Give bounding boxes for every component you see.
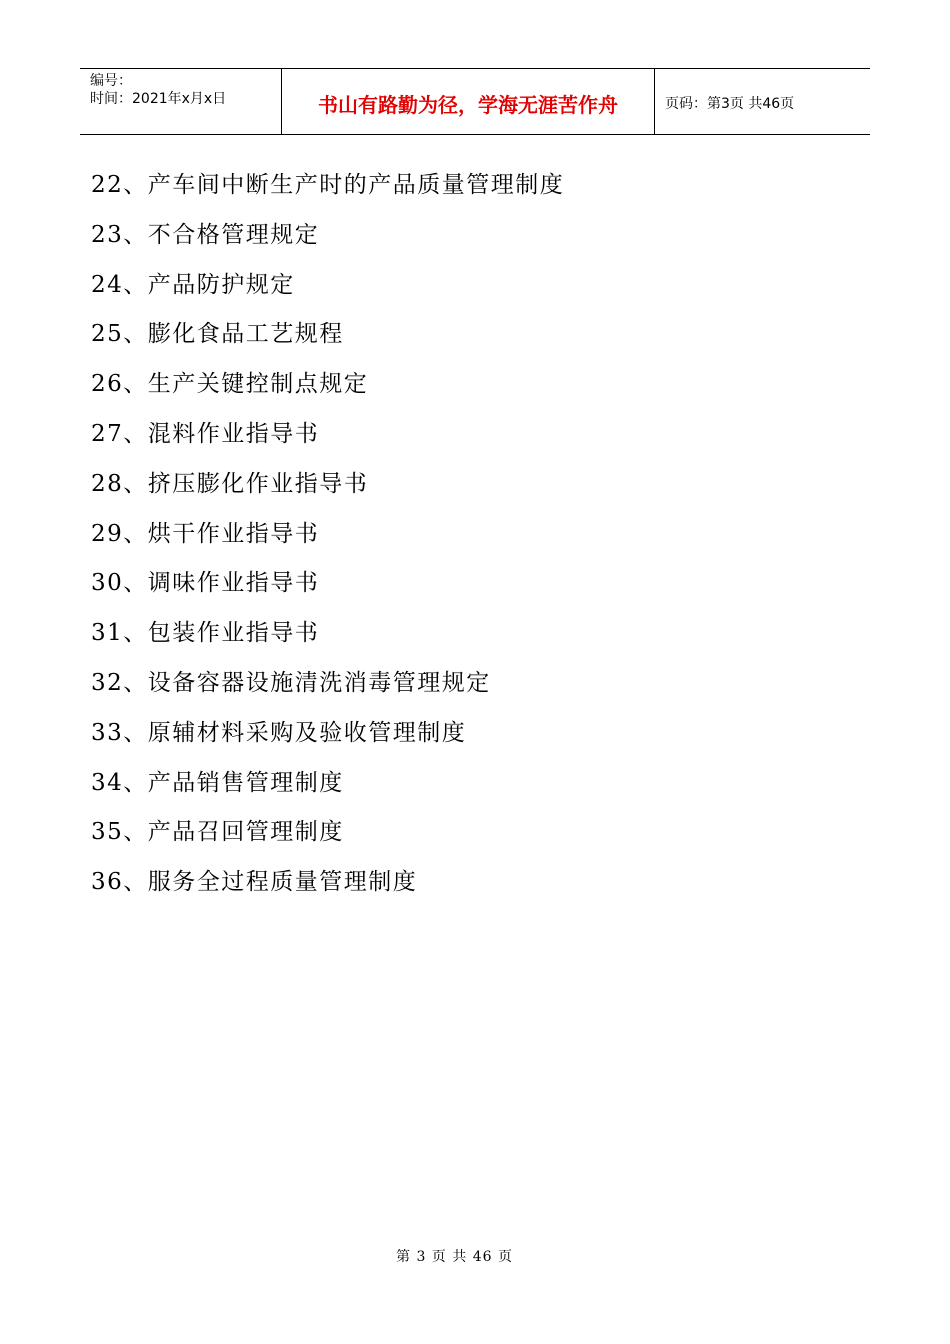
list-item: 35、产品召回管理制度 bbox=[91, 819, 344, 846]
list-item: 29、烘干作业指导书 bbox=[91, 520, 320, 547]
list-item: 28、挤压膨化作业指导书 bbox=[91, 470, 369, 497]
document-number-label: 编号： bbox=[90, 73, 132, 89]
page-header bbox=[80, 68, 870, 135]
list-item: 22、产车间中断生产时的产品质量管理制度 bbox=[91, 172, 565, 198]
list-item: 30、调味作业指导书 bbox=[91, 570, 320, 597]
list-item: 24、产品防护规定 bbox=[91, 271, 295, 298]
list-item: 36、服务全过程质量管理制度 bbox=[91, 869, 418, 896]
list-item: 33、原辅材料采购及验收管理制度 bbox=[91, 719, 467, 746]
list-item: 31、包装作业指导书 bbox=[91, 620, 320, 647]
list-item: 32、设备容器设施清洗消毒管理规定 bbox=[91, 669, 491, 696]
list-item: 27、混料作业指导书 bbox=[91, 420, 320, 447]
list-item: 25、膨化食品工艺规程 bbox=[91, 321, 344, 348]
header-motto: 书山有路勤为径，学海无涯苦作舟 bbox=[282, 69, 655, 134]
header-meta bbox=[80, 69, 282, 134]
list-item: 34、产品销售管理制度 bbox=[91, 769, 344, 796]
list-item: 26、生产关键控制点规定 bbox=[91, 371, 369, 398]
page-footer: 第 3 页 共 46 页 bbox=[396, 1249, 513, 1265]
document-item-list bbox=[91, 166, 564, 913]
list-item: 23、不合格管理规定 bbox=[91, 221, 320, 248]
document-time-label: 时间：2021年x月x日 bbox=[90, 91, 227, 107]
header-page-info: 页码：第3页 共46页 bbox=[665, 95, 795, 112]
